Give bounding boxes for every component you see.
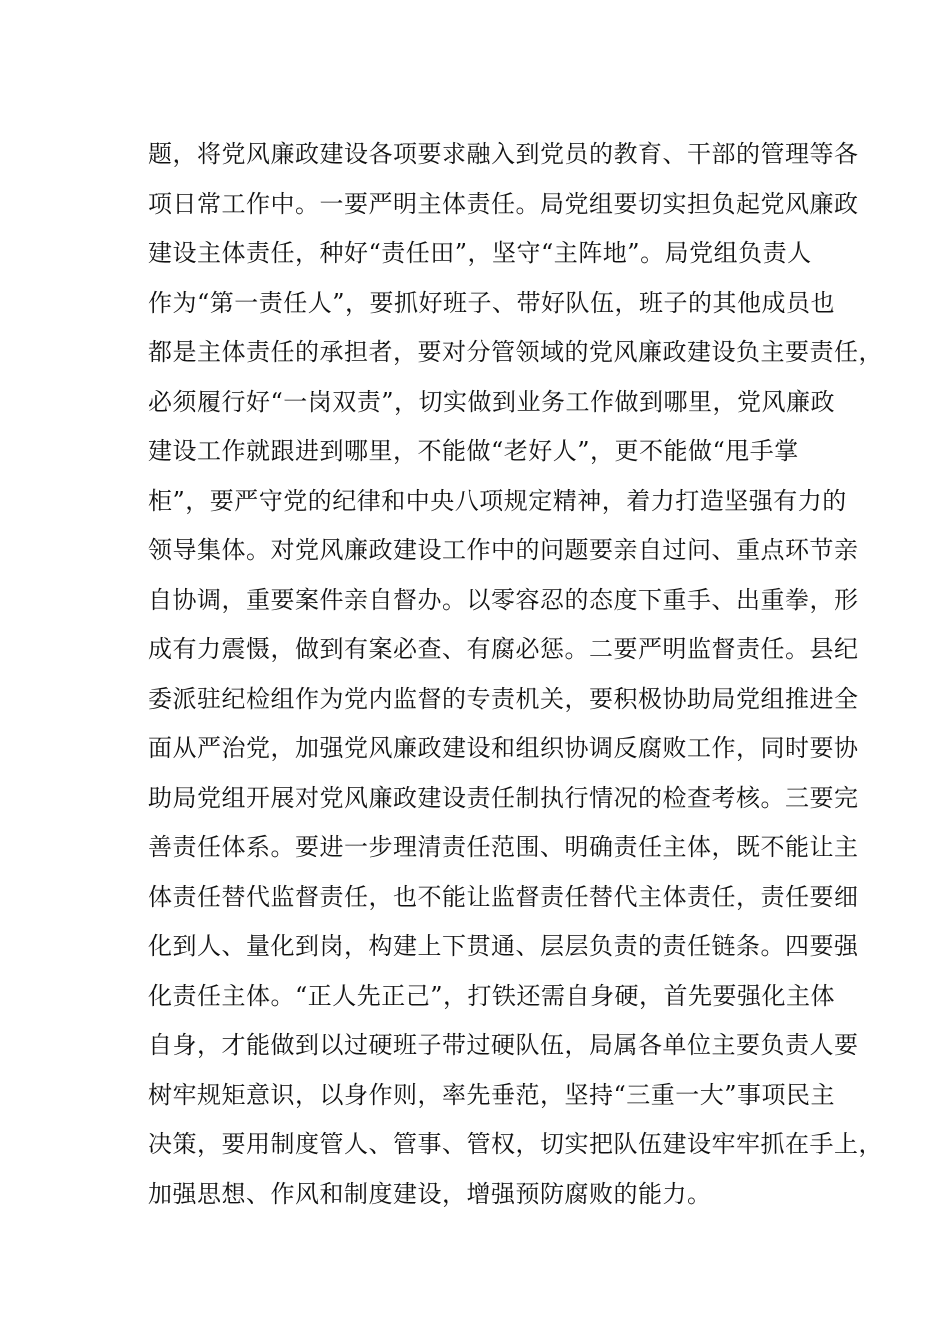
text-line: 题，将党风廉政建设各项要求融入到党员的教育、干部的管理等各 [148, 140, 859, 168]
text-line: 必须履行好“一岗双责”，切实做到业务工作做到哪里，党风廉政 [148, 387, 836, 416]
text-line: 树牢规矩意识，以身作则，率先垂范，坚持“三重一大”事项民主 [148, 1080, 836, 1109]
text-line: 自身，才能做到以过硬班子带过硬队伍，局属各单位主要负责人要 [148, 1031, 859, 1059]
text-line: 项日常工作中。一要严明主体责任。局党组要切实担负起党风廉政 [148, 189, 859, 218]
text-line: 加强思想、作风和制度建设，增强预防腐败的能力。 [148, 1179, 712, 1208]
text-line: 领导集体。对党风廉政建设工作中的问题要亲自过问、重点环节亲 [148, 536, 859, 564]
text-line: 化责任主体。“正人先正己”，打铁还需自身硬，首先要强化主体 [148, 981, 836, 1010]
text-line: 化到人、量化到岗，构建上下贯通、层层负责的责任链条。四要强 [148, 932, 859, 960]
text-line: 作为“第一责任人”，要抓好班子、带好队伍，班子的其他成员也 [148, 288, 836, 317]
text-line: 建设工作就跟进到哪里，不能做“老好人”，更不能做“甩手掌 [148, 437, 799, 465]
text-line: 面从严治党，加强党风廉政建设和组织协调反腐败工作，同时要协 [148, 734, 859, 762]
text-line: 决策，要用制度管人、管事、管权，切实把队伍建设牢牢抓在手上， [148, 1130, 883, 1158]
text-line: 建设主体责任，种好“责任田”，坚守“主阵地”。局党组负责人 [148, 239, 812, 267]
body-paragraph [148, 130, 883, 1219]
text-line: 成有力震慑，做到有案必查、有腐必惩。二要严明监督责任。县纪 [148, 635, 859, 663]
text-line: 自协调，重要案件亲自督办。以零容忍的态度下重手、出重拳，形 [148, 585, 859, 614]
text-line: 体责任替代监督责任，也不能让监督责任替代主体责任，责任要细 [148, 882, 859, 911]
text-line: 善责任体系。要进一步理清责任范围、明确责任主体，既不能让主 [148, 833, 859, 861]
text-line: 柜”，要严守党的纪律和中央八项规定精神，着力打造坚强有力的 [148, 486, 847, 515]
text-line: 都是主体责任的承担者，要对分管领域的党风廉政建设负主要责任， [148, 338, 883, 366]
text-line: 助局党组开展对党风廉政建设责任制执行情况的检查考核。三要完 [148, 783, 859, 812]
text-line: 委派驻纪检组作为党内监督的专责机关，要积极协助局党组推进全 [148, 684, 859, 713]
